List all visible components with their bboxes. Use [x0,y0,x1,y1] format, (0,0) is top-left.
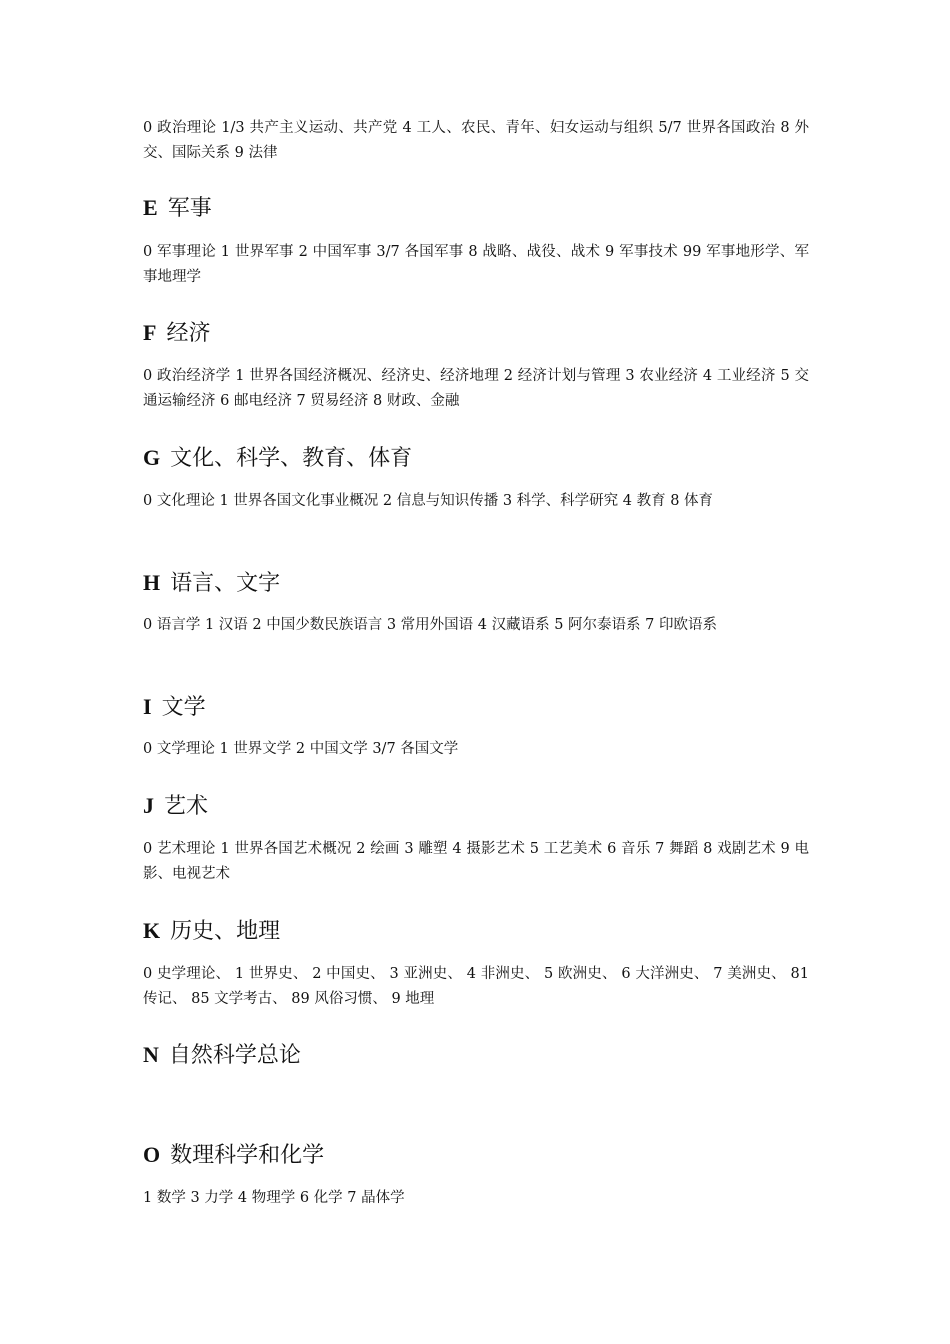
intro-block [143,116,809,166]
section-text: 0 史学理论、 1 世界史、 2 中国史、 3 亚洲史、 4 非洲史、 5 欧洲史、 6 大洋洲史、 7 美洲史、 81 传记、 85 文学考古、 89 风俗习惯、 9 地理 [143,966,809,1007]
section-letter: E [143,195,158,220]
section-body-j [143,837,809,887]
section-letter: I [143,694,152,719]
section-letter: J [143,793,154,818]
section-heading-i [143,692,809,723]
section-heading-j [143,791,809,822]
intro-text: 0 政治理论 1/3 共产主义运动、共产党 4 工人、农民、青年、妇女运动与组织 5/7 世界各国政治 8 外交、国际关系 9 法律 [143,120,809,161]
section-text: 0 政治经济学 1 世界各国经济概况、经济史、经济地理 2 经济计划与管理 3 农业经济 4 工业经济 5 交通运输经济 6 邮电经济 7 贸易经济 8 财政、金融 [143,368,809,409]
section-title: 军事 [167,196,212,221]
section-heading-n [143,1040,809,1071]
section-title: 语言、文字 [170,571,281,596]
section-text: 0 文学理论 1 世界文学 2 中国文学 3/7 各国文学 [143,741,459,757]
section-heading-k [143,916,809,947]
section-body-e [143,240,809,290]
section-title: 文化、科学、教育、体育 [170,446,413,471]
section-title: 经济 [166,321,211,346]
section-body-k [143,962,809,1012]
section-letter: K [143,918,161,943]
section-heading-e [143,193,809,224]
section-body-f [143,364,809,414]
section-title: 艺术 [164,794,209,819]
section-title: 自然科学总论 [168,1043,301,1068]
section-letter: O [143,1142,161,1167]
section-letter: N [143,1042,159,1067]
section-text: 0 艺术理论 1 世界各国艺术概况 2 绘画 3 雕塑 4 摄影艺术 5 工艺美术 6 音乐 7 舞蹈 8 戏剧艺术 9 电影、电视艺术 [143,841,809,882]
section-heading-h [143,568,809,599]
section-body-i [143,737,809,762]
section-letter: H [143,570,161,595]
section-letter: G [143,445,161,470]
section-text: 1 数学 3 力学 4 物理学 6 化学 7 晶体学 [143,1190,405,1206]
section-title: 数理科学和化学 [170,1143,325,1168]
section-heading-g [143,443,809,474]
section-text: 0 军事理论 1 世界军事 2 中国军事 3/7 各国军事 8 战略、战役、战术 9 军事技术 99 军事地形学、军事地理学 [143,244,809,285]
section-body-g [143,489,809,514]
section-letter: F [143,320,157,345]
section-text: 0 文化理论 1 世界各国文化事业概况 2 信息与知识传播 3 科学、科学研究 4 教育 8 体育 [143,493,714,509]
section-title: 文学 [161,695,206,720]
section-body-h [143,613,809,638]
section-body-o [143,1186,809,1211]
section-text: 0 语言学 1 汉语 2 中国少数民族语言 3 常用外国语 4 汉藏语系 5 阿尔泰语系 7 印欧语系 [143,617,717,633]
section-heading-f [143,318,809,349]
section-title: 历史、地理 [170,919,281,944]
section-heading-o [143,1140,809,1171]
